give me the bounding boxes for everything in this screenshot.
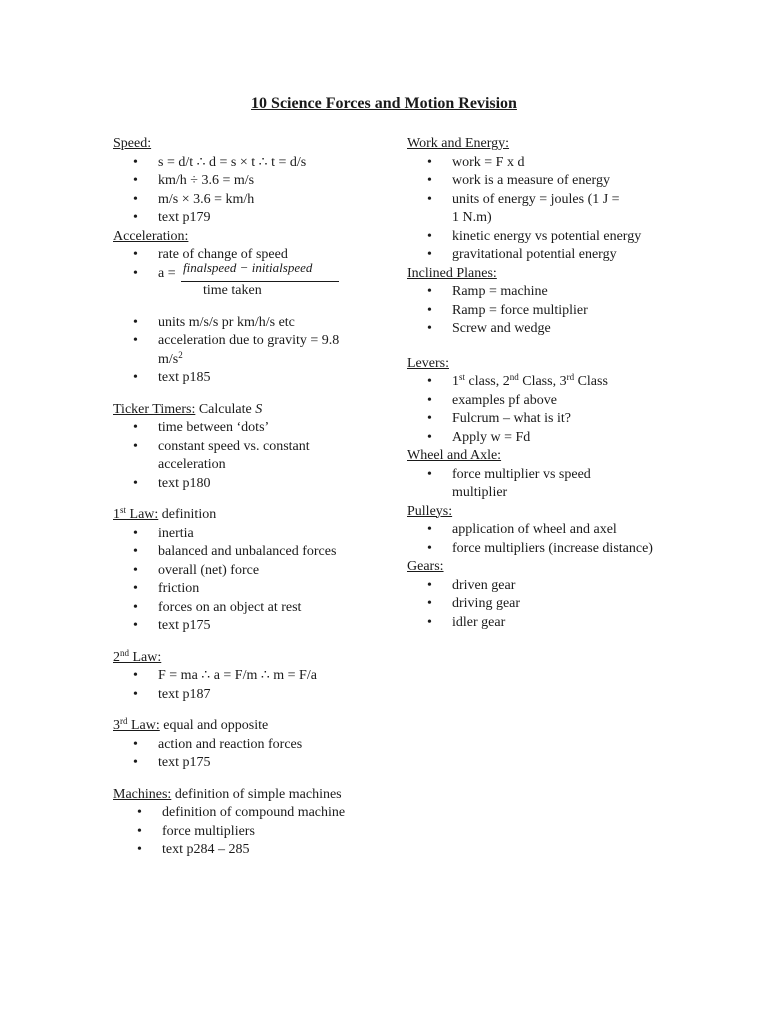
list-item: • force multiplier vs speed multiplier [407, 466, 642, 503]
machines-heading: Machines: [113, 786, 172, 802]
list-item: • Ramp = machine [407, 283, 667, 302]
list-item: • text p175 [113, 754, 383, 773]
formula-denominator: time taken [203, 282, 262, 298]
formula-lead: • a = [158, 265, 176, 281]
list-item: • examples pf above [407, 392, 667, 411]
list-item: • balanced and unbalanced forces [113, 543, 383, 562]
gears-heading: Gears: [407, 559, 444, 574]
ticker-section: Ticker Timers: Calculate S • time between ‘dots’ • constant speed vs. constant acceleration • text p180 [113, 401, 383, 494]
list-item: • text p284 – 285 [113, 841, 383, 860]
work-heading: Work and Energy: [407, 136, 510, 151]
list-item: • application of wheel and axel [407, 521, 667, 540]
list-item: • time between ‘dots’ [113, 419, 383, 438]
list-item: • m/s × 3.6 = km/h [113, 191, 383, 210]
list-item: • acceleration due to gravity = 9.8 $m/s^2$ [113, 332, 358, 369]
pulleys-section [407, 503, 667, 559]
list-item: • text p175 [113, 617, 383, 636]
work-section [407, 135, 667, 265]
wheel-heading: Wheel and Axle: [407, 448, 502, 463]
list-item: • gravitational potential energy [407, 246, 667, 265]
list-item: • text p180 [113, 475, 383, 494]
list-item: • F = ma ∴ a = F/m ∴ m = F/a [113, 667, 383, 686]
list-item: • text p179 [113, 209, 383, 228]
list-item: • inertia [113, 525, 383, 544]
list-item: • 1st class, 2nd Class, 3rd Class [407, 373, 667, 392]
levers-section [407, 355, 667, 448]
list-item: • Ramp = force multiplier [407, 302, 667, 321]
list-item: • action and reaction forces [113, 736, 383, 755]
gears-section [407, 558, 667, 632]
law1-section: 1st Law: definition • inertia • balanced and unbalanced forces • overall (net) force • friction • forces on an object at rest • text p175 [113, 506, 383, 636]
inclined-section [407, 265, 667, 339]
speed-heading: Speed: [113, 136, 152, 151]
wheel-section [407, 447, 667, 503]
left-column [113, 135, 383, 860]
pulleys-heading: Pulleys: [407, 503, 453, 519]
symbol-s: S [255, 401, 263, 417]
list-item: • text p185 [113, 369, 383, 388]
list-item: • kinetic energy vs potential energy [407, 228, 657, 247]
page-title: 10 Science Forces and Motion Revision [251, 95, 517, 112]
acceleration-formula [113, 259, 383, 298]
list-item: • overall (net) force [113, 562, 383, 581]
list-item: • rate of change of speed [113, 246, 383, 265]
inclined-heading: Inclined Planes: [407, 265, 497, 281]
law3-heading: 3rd Law: [113, 716, 160, 733]
formula-numerator: finalspeed − initialspeed [183, 259, 313, 275]
list-item: • definition of compound machine [113, 804, 383, 823]
list-item: • Apply w = Fd [407, 429, 667, 448]
list-item: • units of energy = joules (1 J = 1 N.m) [407, 191, 627, 228]
list-item: • idler gear [407, 614, 667, 633]
list-item: • Screw and wedge [407, 320, 667, 339]
list-item: • friction [113, 580, 383, 599]
list-item: • s = d/t ∴ d = s × t ∴ t = d/s [113, 154, 383, 173]
speed-section [113, 135, 383, 228]
list-item: • force multipliers (increase distance) [407, 540, 662, 559]
law1-heading: 1st Law: [113, 505, 159, 522]
law3-section: 3rd Law: equal and opposite • action and reaction forces • text p175 [113, 717, 383, 773]
list-item: • forces on an object at rest [113, 599, 383, 618]
machines-section: Machines: definition of simple machines • definition of compound machine • force multipliers • text p284 – 285 [113, 786, 383, 860]
law2-section [113, 649, 383, 705]
list-item: • units m/s/s pr km/h/s etc [113, 314, 383, 333]
list-item: • text p187 [113, 686, 383, 705]
list-item: • km/h ÷ 3.6 = m/s [113, 172, 383, 191]
list-item: • work is a measure of energy [407, 172, 667, 191]
list-item: • Fulcrum – what is it? [407, 410, 667, 429]
right-column [407, 135, 667, 632]
list-item: • constant speed vs. constant acceleration [113, 438, 348, 475]
list-item: • work = F x d [407, 154, 667, 173]
list-item: • driven gear [407, 577, 667, 596]
law2-heading: 2nd Law: [113, 647, 162, 665]
acceleration-section [113, 228, 383, 388]
acceleration-heading: Acceleration: [113, 228, 189, 244]
list-item: • force multipliers [113, 823, 383, 842]
levers-heading: Levers: [407, 355, 449, 371]
list-item: • driving gear [407, 595, 667, 614]
ticker-heading: Ticker Timers: [113, 401, 196, 417]
